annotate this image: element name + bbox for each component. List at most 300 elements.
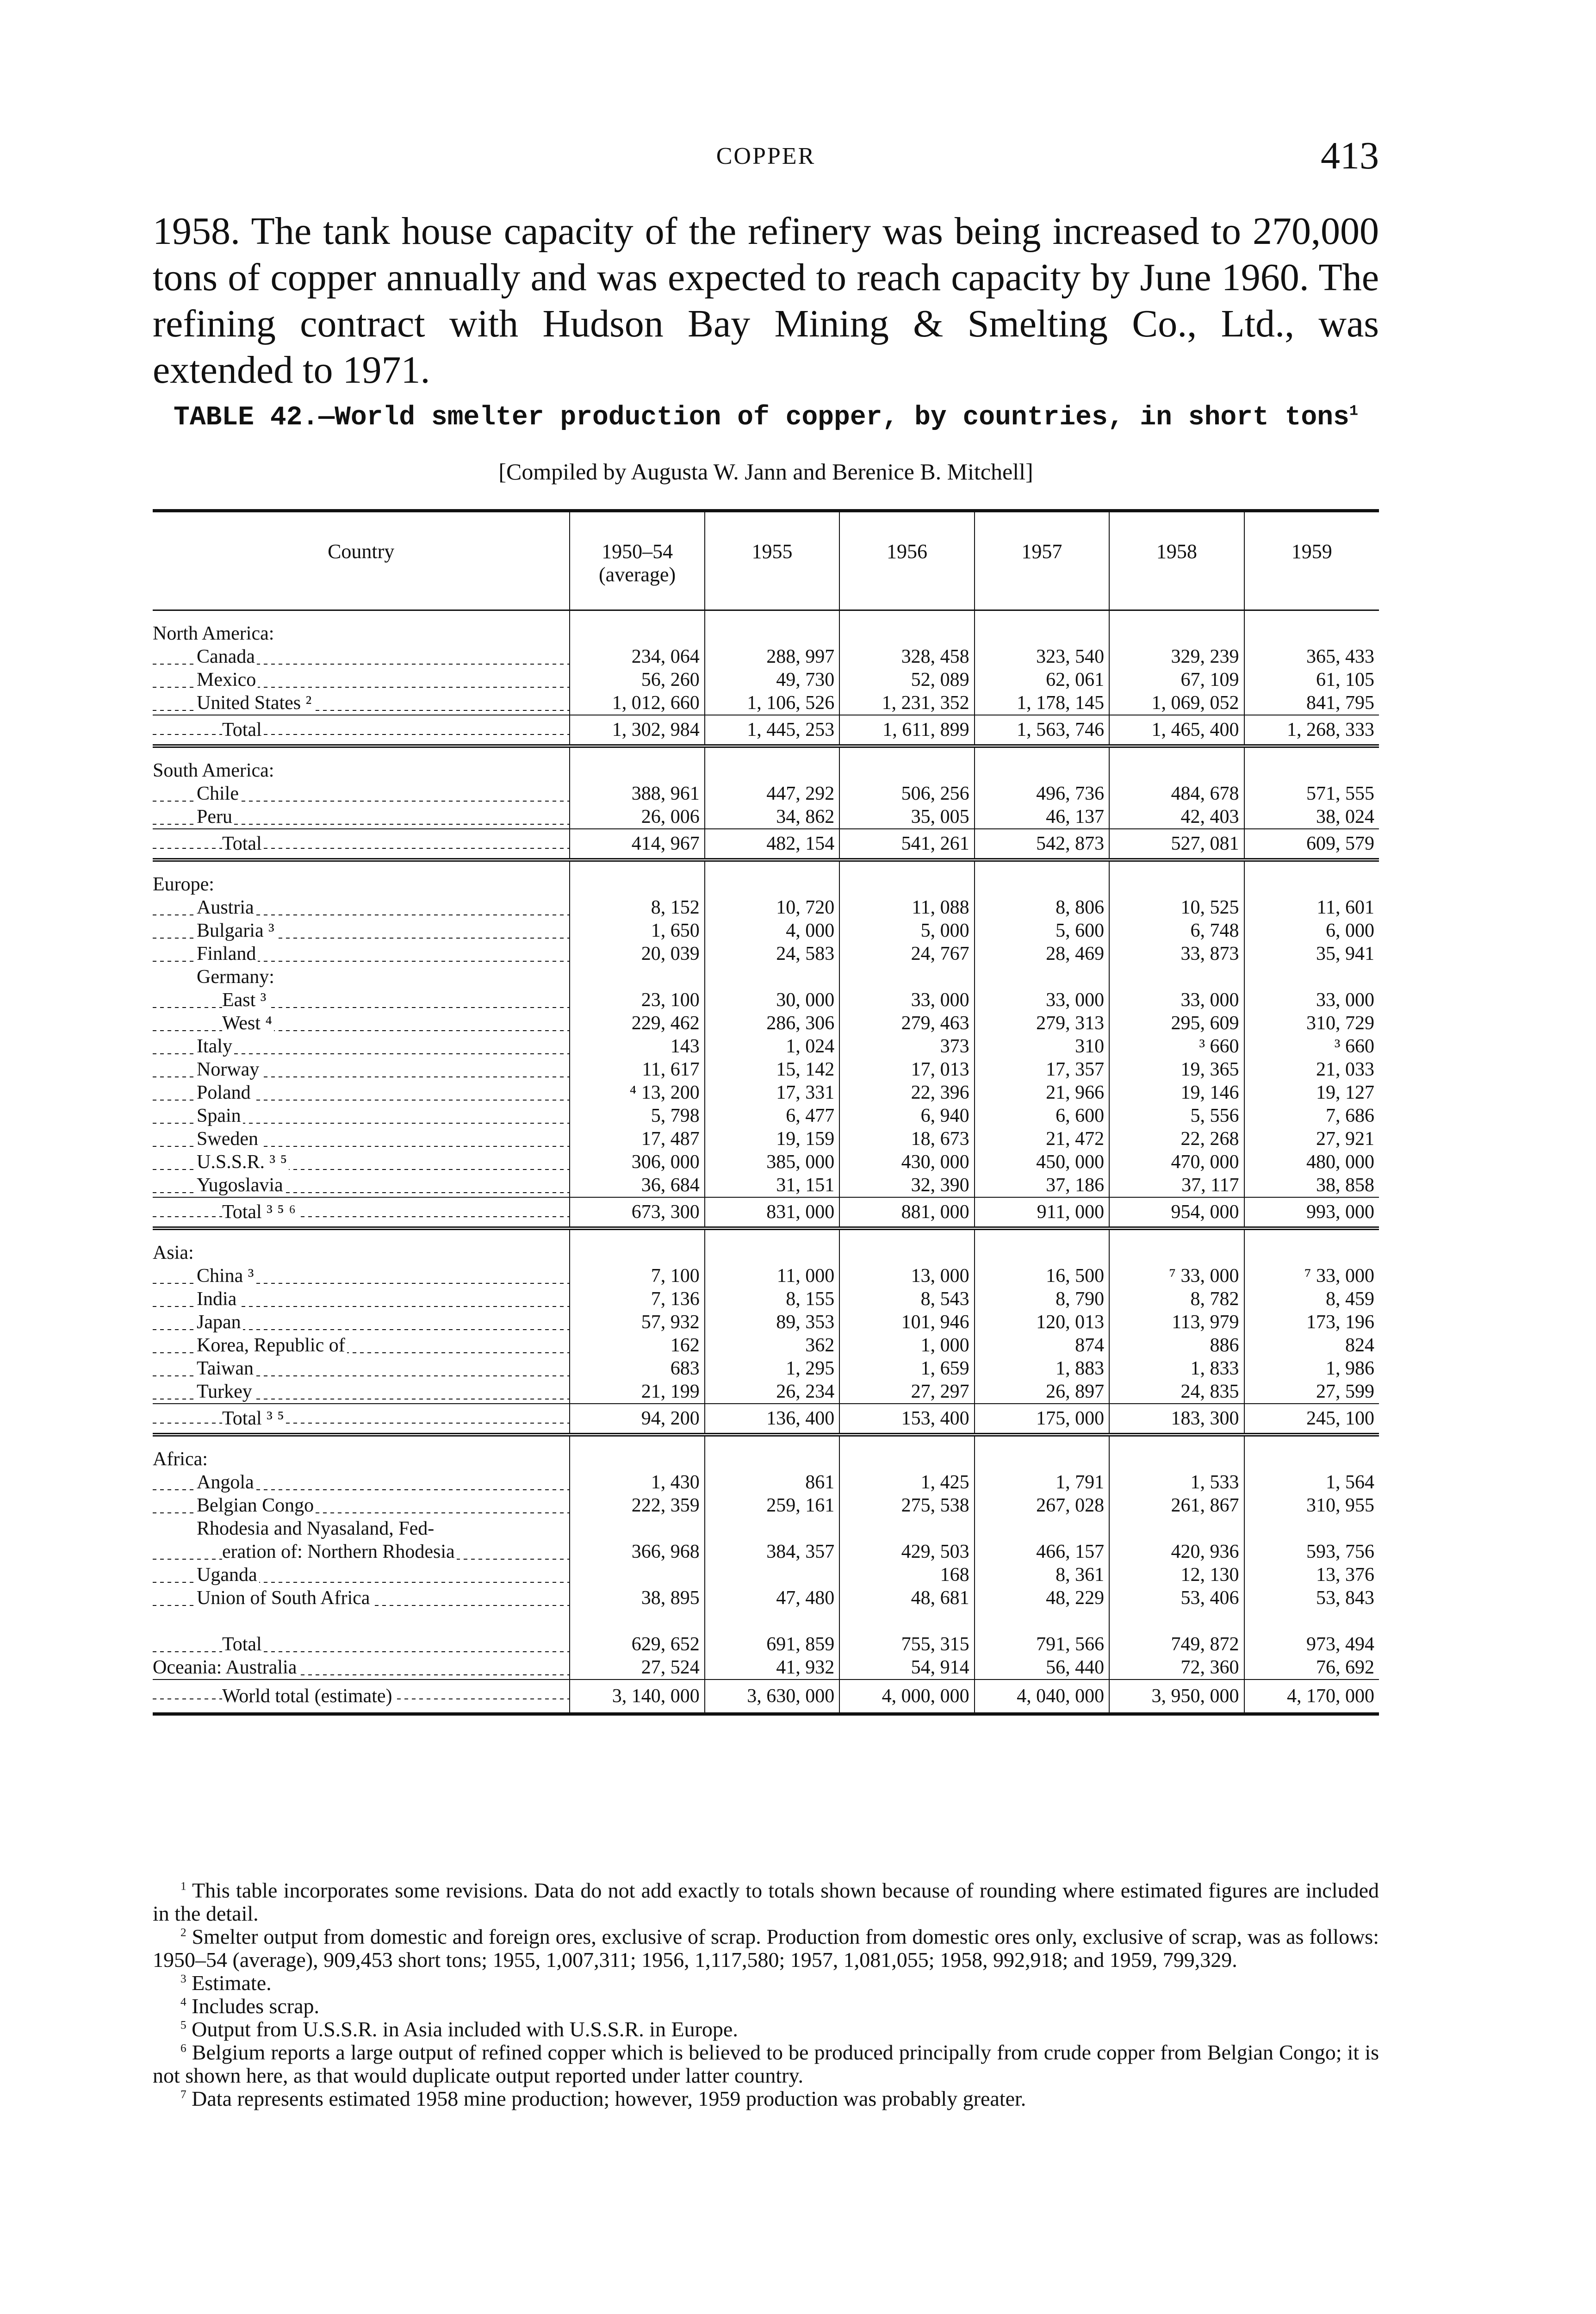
value-cell: 3, 140, 000: [570, 1680, 704, 1714]
value-cell: 162: [570, 1334, 704, 1357]
table-row: [153, 1357, 1379, 1380]
value-cell: 261, 867: [1109, 1494, 1244, 1517]
footnote-mark: 5: [180, 2018, 186, 2032]
value-cell: 310, 955: [1244, 1494, 1379, 1517]
value-cell: 841, 795: [1244, 691, 1379, 715]
value-cell: [1109, 1435, 1244, 1471]
row-label: [153, 715, 570, 746]
value-cell: 755, 315: [839, 1633, 974, 1656]
value-cell: [705, 1435, 839, 1471]
value-cell: 259, 161: [705, 1494, 839, 1517]
table-row: [153, 668, 1379, 691]
value-cell: ³ 660: [1244, 1035, 1379, 1058]
value-cell: 8, 459: [1244, 1288, 1379, 1311]
value-cell: [1244, 610, 1379, 646]
table-compiled-by: [Compiled by Augusta W. Jann and Berenice B. Mitchell]: [498, 459, 1033, 485]
row-label-text: Finland: [197, 943, 258, 964]
value-cell: 22, 396: [839, 1081, 974, 1104]
body-paragraph: 1958. The tank house capacity of the refinery was being increased to 270,000 tons of copper annually and was expected to reach capacity by June 1960. The refining contract with Hudson Bay Mining & Smelting Co., Ltd., was extended to 1971.: [153, 210, 1379, 392]
value-cell: 42, 403: [1109, 805, 1244, 829]
value-cell: [839, 1610, 974, 1633]
row-label: [153, 1494, 570, 1517]
row-label: [153, 1058, 570, 1081]
row-label: [153, 1197, 570, 1228]
value-cell: [1109, 746, 1244, 782]
table-row: [153, 1494, 1379, 1517]
value-cell: 881, 000: [839, 1197, 974, 1228]
value-cell: 27, 297: [839, 1380, 974, 1404]
value-cell: 1, 302, 984: [570, 715, 704, 746]
value-cell: [839, 965, 974, 989]
value-cell: 175, 000: [975, 1404, 1109, 1435]
value-cell: 53, 406: [1109, 1586, 1244, 1610]
value-cell: 362: [705, 1334, 839, 1357]
value-cell: 13, 376: [1244, 1563, 1379, 1586]
value-cell: 41, 932: [705, 1656, 839, 1680]
row-label-text: India: [197, 1288, 238, 1310]
value-cell: 67, 109: [1109, 668, 1244, 691]
value-cell: 450, 000: [975, 1151, 1109, 1174]
row-label-text: Belgian Congo: [197, 1495, 316, 1516]
table-row: [153, 691, 1379, 715]
row-label-text: Korea, Republic of: [197, 1335, 347, 1356]
value-cell: 1, 106, 526: [705, 691, 839, 715]
footnote-text: Includes scrap.: [192, 1994, 320, 2018]
value-cell: [570, 1563, 704, 1586]
value-cell: 480, 000: [1244, 1151, 1379, 1174]
footnote: [153, 2087, 1379, 2110]
row-label: [153, 896, 570, 919]
table-row: [153, 1380, 1379, 1404]
value-cell: 484, 678: [1109, 782, 1244, 805]
value-cell: 6, 477: [705, 1104, 839, 1127]
row-label-text: Total ³ ⁵: [222, 1408, 286, 1429]
table-total-row: [153, 1404, 1379, 1435]
value-cell: 831, 000: [705, 1197, 839, 1228]
value-cell: 288, 997: [705, 645, 839, 668]
table-section-row: [153, 860, 1379, 896]
row-label: [153, 746, 570, 782]
value-cell: 527, 081: [1109, 829, 1244, 860]
value-cell: 27, 921: [1244, 1127, 1379, 1151]
footnote: [153, 1995, 1379, 2018]
table-row: [153, 1104, 1379, 1127]
value-cell: 16, 500: [975, 1264, 1109, 1288]
value-cell: 7, 686: [1244, 1104, 1379, 1127]
table-row: [153, 1058, 1379, 1081]
row-label-text: Bulgaria ³: [197, 920, 276, 941]
table-total-row: [153, 829, 1379, 860]
row-label-text: Norway: [197, 1059, 261, 1080]
row-label: [153, 1035, 570, 1058]
value-cell: 120, 013: [975, 1311, 1109, 1334]
value-cell: 26, 006: [570, 805, 704, 829]
value-cell: 38, 024: [1244, 805, 1379, 829]
value-cell: 35, 005: [839, 805, 974, 829]
value-cell: [1244, 746, 1379, 782]
table-header-row: [153, 511, 1379, 610]
row-label-text: Mexico: [197, 669, 258, 690]
value-cell: [839, 1228, 974, 1264]
value-cell: [975, 1228, 1109, 1264]
value-cell: 89, 353: [705, 1311, 839, 1334]
value-cell: 143: [570, 1035, 704, 1058]
footnote-mark: 1: [180, 1879, 186, 1893]
row-label-text: North America:: [153, 623, 276, 644]
row-label-text: eration of: Northern Rhodesia: [222, 1541, 457, 1562]
value-cell: 47, 480: [705, 1586, 839, 1610]
value-cell: 76, 692: [1244, 1656, 1379, 1680]
row-label-text: Uganda: [197, 1564, 259, 1586]
row-label-text: China ³: [197, 1265, 255, 1287]
value-cell: 48, 229: [975, 1586, 1109, 1610]
value-cell: 53, 843: [1244, 1586, 1379, 1610]
value-cell: 1, 986: [1244, 1357, 1379, 1380]
table-row: [153, 1288, 1379, 1311]
footnote-mark: 7: [180, 2088, 186, 2101]
value-cell: 8, 152: [570, 896, 704, 919]
value-cell: 373: [839, 1035, 974, 1058]
row-label: [153, 645, 570, 668]
value-cell: [1244, 1435, 1379, 1471]
value-cell: 1, 012, 660: [570, 691, 704, 715]
row-label-text: Europe:: [153, 874, 216, 895]
value-cell: 52, 089: [839, 668, 974, 691]
row-label: [153, 668, 570, 691]
value-cell: 1, 833: [1109, 1357, 1244, 1380]
value-cell: 6, 600: [975, 1104, 1109, 1127]
running-head: [153, 134, 1379, 180]
value-cell: 173, 196: [1244, 1311, 1379, 1334]
row-label: [153, 1151, 570, 1174]
row-label-text: United States ²: [197, 692, 313, 714]
row-label-text: U.S.S.R. ³ ⁵: [197, 1151, 289, 1173]
table-grand-total-row: [153, 1680, 1379, 1714]
value-cell: 35, 941: [1244, 942, 1379, 965]
table-section-row: [153, 1435, 1379, 1471]
value-cell: 56, 440: [975, 1656, 1109, 1680]
value-cell: 153, 400: [839, 1404, 974, 1435]
value-cell: 1, 611, 899: [839, 715, 974, 746]
table-row: [153, 1264, 1379, 1288]
table-row: [153, 1586, 1379, 1610]
row-label: [153, 1012, 570, 1035]
value-cell: 62, 061: [975, 668, 1109, 691]
value-cell: [975, 1435, 1109, 1471]
table-row: [153, 989, 1379, 1012]
value-cell: 168: [839, 1563, 974, 1586]
row-label-text: Rhodesia and Nyasaland, Fed-: [197, 1518, 436, 1539]
table-row: [153, 782, 1379, 805]
row-label-text: Austria: [197, 897, 256, 918]
row-label: [153, 942, 570, 965]
column-header: 1956: [839, 511, 974, 610]
value-cell: 27, 524: [570, 1656, 704, 1680]
value-cell: [1109, 1517, 1244, 1540]
footnote-mark: 3: [180, 1972, 186, 1985]
table-row: [153, 1127, 1379, 1151]
row-label: [153, 1680, 570, 1714]
value-cell: 4, 000: [705, 919, 839, 942]
row-label-text: East ³: [222, 989, 268, 1011]
table-row: [153, 1081, 1379, 1104]
value-cell: [570, 965, 704, 989]
value-cell: [1244, 1517, 1379, 1540]
value-cell: 310, 729: [1244, 1012, 1379, 1035]
value-cell: 8, 790: [975, 1288, 1109, 1311]
value-cell: 6, 748: [1109, 919, 1244, 942]
row-label-text: Germany:: [197, 966, 276, 988]
row-label: [153, 1311, 570, 1334]
value-cell: [839, 1517, 974, 1540]
value-cell: 506, 256: [839, 782, 974, 805]
table-total-row: [153, 715, 1379, 746]
column-header: Country: [153, 511, 570, 610]
value-cell: 17, 013: [839, 1058, 974, 1081]
value-cell: 10, 720: [705, 896, 839, 919]
footnote: [153, 2041, 1379, 2087]
footnote: [153, 1972, 1379, 1995]
value-cell: [975, 610, 1109, 646]
row-label-text: Angola: [197, 1472, 256, 1493]
value-cell: 874: [975, 1334, 1109, 1357]
table-row: [153, 1012, 1379, 1035]
row-label: [153, 1656, 570, 1680]
value-cell: 49, 730: [705, 668, 839, 691]
table-row: [153, 1540, 1379, 1563]
production-table-wrapper: [153, 509, 1379, 1716]
value-cell: ³ 660: [1109, 1035, 1244, 1058]
value-cell: 229, 462: [570, 1012, 704, 1035]
value-cell: ⁴ 13, 200: [570, 1081, 704, 1104]
value-cell: [975, 1517, 1109, 1540]
value-cell: 673, 300: [570, 1197, 704, 1228]
value-cell: 26, 234: [705, 1380, 839, 1404]
value-cell: 19, 159: [705, 1127, 839, 1151]
value-cell: 541, 261: [839, 829, 974, 860]
table-section-row: [153, 746, 1379, 782]
value-cell: 21, 033: [1244, 1058, 1379, 1081]
value-cell: 26, 897: [975, 1380, 1109, 1404]
row-label: [153, 1380, 570, 1404]
value-cell: 1, 791: [975, 1471, 1109, 1494]
value-cell: 17, 357: [975, 1058, 1109, 1081]
value-cell: 19, 127: [1244, 1081, 1379, 1104]
value-cell: 571, 555: [1244, 782, 1379, 805]
value-cell: 54, 914: [839, 1656, 974, 1680]
value-cell: ⁷ 33, 000: [1109, 1264, 1244, 1288]
row-label-text: Japan: [197, 1312, 243, 1333]
value-cell: [1109, 610, 1244, 646]
value-cell: 5, 000: [839, 919, 974, 942]
table-row: [153, 896, 1379, 919]
value-cell: 593, 756: [1244, 1540, 1379, 1563]
table-caption: [153, 403, 1379, 433]
value-cell: 429, 503: [839, 1540, 974, 1563]
value-cell: 609, 579: [1244, 829, 1379, 860]
value-cell: 1, 563, 746: [975, 715, 1109, 746]
value-cell: [705, 1563, 839, 1586]
row-label-text: Total ³ ⁵ ⁶: [222, 1201, 298, 1223]
footnote-mark: 6: [180, 2041, 186, 2055]
value-cell: 5, 798: [570, 1104, 704, 1127]
value-cell: 8, 782: [1109, 1288, 1244, 1311]
row-label: [153, 1471, 570, 1494]
value-cell: 295, 609: [1109, 1012, 1244, 1035]
value-cell: 4, 170, 000: [1244, 1680, 1379, 1714]
table-row: [153, 1174, 1379, 1197]
value-cell: 323, 540: [975, 645, 1109, 668]
row-label: [153, 1540, 570, 1563]
value-cell: 37, 117: [1109, 1174, 1244, 1197]
value-cell: 1, 024: [705, 1035, 839, 1058]
value-cell: 6, 000: [1244, 919, 1379, 942]
value-cell: 48, 681: [839, 1586, 974, 1610]
row-label: [153, 1127, 570, 1151]
value-cell: 420, 936: [1109, 1540, 1244, 1563]
value-cell: 1, 465, 400: [1109, 715, 1244, 746]
value-cell: 6, 940: [839, 1104, 974, 1127]
row-label-text: Total: [222, 833, 264, 854]
value-cell: 470, 000: [1109, 1151, 1244, 1174]
row-label: [153, 1264, 570, 1288]
value-cell: 629, 652: [570, 1633, 704, 1656]
footnote-text: Output from U.S.S.R. in Asia included with U.S.S.R. in Europe.: [192, 2017, 738, 2041]
row-label-text: Union of South Africa: [197, 1587, 372, 1609]
row-label: [153, 782, 570, 805]
value-cell: 113, 979: [1109, 1311, 1244, 1334]
value-cell: 306, 000: [570, 1151, 704, 1174]
value-cell: 34, 862: [705, 805, 839, 829]
row-label: [153, 691, 570, 715]
value-cell: 33, 000: [975, 989, 1109, 1012]
value-cell: 365, 433: [1244, 645, 1379, 668]
value-cell: 279, 463: [839, 1012, 974, 1035]
value-cell: 12, 130: [1109, 1563, 1244, 1586]
row-label-text: Total: [222, 719, 264, 740]
value-cell: [1109, 860, 1244, 896]
value-cell: 310: [975, 1035, 1109, 1058]
table-row: [153, 1563, 1379, 1586]
value-cell: 791, 566: [975, 1633, 1109, 1656]
value-cell: 385, 000: [705, 1151, 839, 1174]
value-cell: 11, 000: [705, 1264, 839, 1288]
value-cell: 33, 000: [839, 989, 974, 1012]
table-row: [153, 1311, 1379, 1334]
value-cell: 28, 469: [975, 942, 1109, 965]
value-cell: 861: [705, 1471, 839, 1494]
value-cell: [570, 1610, 704, 1633]
table-body: [153, 610, 1379, 1714]
value-cell: 21, 472: [975, 1127, 1109, 1151]
table-row: [153, 919, 1379, 942]
value-cell: [705, 860, 839, 896]
value-cell: [1109, 1228, 1244, 1264]
value-cell: 911, 000: [975, 1197, 1109, 1228]
value-cell: 466, 157: [975, 1540, 1109, 1563]
value-cell: 496, 736: [975, 782, 1109, 805]
value-cell: 1, 883: [975, 1357, 1109, 1380]
value-cell: 886: [1109, 1334, 1244, 1357]
table-row: [153, 942, 1379, 965]
row-label-text: West ⁴: [222, 1013, 274, 1034]
value-cell: 286, 306: [705, 1012, 839, 1035]
value-cell: 27, 599: [1244, 1380, 1379, 1404]
value-cell: 430, 000: [839, 1151, 974, 1174]
value-cell: 183, 300: [1109, 1404, 1244, 1435]
value-cell: 33, 873: [1109, 942, 1244, 965]
column-header: 1959: [1244, 511, 1379, 610]
footnote-text: This table incorporates some revisions. Data do not add exactly to totals shown because of rounding where estimated figures are included in the detail.: [153, 1879, 1379, 1925]
value-cell: 21, 199: [570, 1380, 704, 1404]
footnotes: [153, 1879, 1379, 2110]
value-cell: [705, 1610, 839, 1633]
value-cell: 46, 137: [975, 805, 1109, 829]
value-cell: [570, 1517, 704, 1540]
table-row: [153, 805, 1379, 829]
value-cell: 447, 292: [705, 782, 839, 805]
value-cell: 245, 100: [1244, 1404, 1379, 1435]
value-cell: [570, 860, 704, 896]
value-cell: 1, 000: [839, 1334, 974, 1357]
column-header: 1955: [705, 511, 839, 610]
footnote-text: Belgium reports a large output of refined copper which is believed to be produced principally from crude copper from Belgian Congo; it is not shown here, as that would duplicate output reported under latter country.: [153, 2040, 1379, 2087]
value-cell: 7, 136: [570, 1288, 704, 1311]
value-cell: 38, 858: [1244, 1174, 1379, 1197]
table-row: [153, 1151, 1379, 1174]
value-cell: 1, 231, 352: [839, 691, 974, 715]
value-cell: 993, 000: [1244, 1197, 1379, 1228]
value-cell: 17, 487: [570, 1127, 704, 1151]
value-cell: 57, 932: [570, 1311, 704, 1334]
value-cell: [570, 610, 704, 646]
value-cell: 17, 331: [705, 1081, 839, 1104]
value-cell: [975, 860, 1109, 896]
row-label: [153, 829, 570, 860]
row-label: [153, 805, 570, 829]
value-cell: 954, 000: [1109, 1197, 1244, 1228]
row-label-text: [153, 1611, 155, 1632]
value-cell: 31, 151: [705, 1174, 839, 1197]
value-cell: 19, 146: [1109, 1081, 1244, 1104]
value-cell: 15, 142: [705, 1058, 839, 1081]
value-cell: 24, 583: [705, 942, 839, 965]
value-cell: 72, 360: [1109, 1656, 1244, 1680]
value-cell: [975, 746, 1109, 782]
value-cell: 33, 000: [1109, 989, 1244, 1012]
value-cell: [839, 860, 974, 896]
value-cell: 10, 525: [1109, 896, 1244, 919]
footnote: [153, 2018, 1379, 2041]
value-cell: [1109, 965, 1244, 989]
row-label-text: Italy: [197, 1036, 234, 1057]
value-cell: 136, 400: [705, 1404, 839, 1435]
value-cell: 11, 088: [839, 896, 974, 919]
value-cell: 1, 425: [839, 1471, 974, 1494]
row-label: [153, 1334, 570, 1357]
page-number: 413: [1321, 134, 1379, 177]
row-label: [153, 1610, 570, 1633]
column-header: 1950–54 (average): [570, 511, 704, 610]
value-cell: 20, 039: [570, 942, 704, 965]
value-cell: [1244, 1228, 1379, 1264]
value-cell: 691, 859: [705, 1633, 839, 1656]
value-cell: 13, 000: [839, 1264, 974, 1288]
value-cell: 11, 617: [570, 1058, 704, 1081]
row-label-text: Taiwan: [197, 1358, 255, 1379]
table-row: [153, 1517, 1379, 1540]
value-cell: 1, 650: [570, 919, 704, 942]
